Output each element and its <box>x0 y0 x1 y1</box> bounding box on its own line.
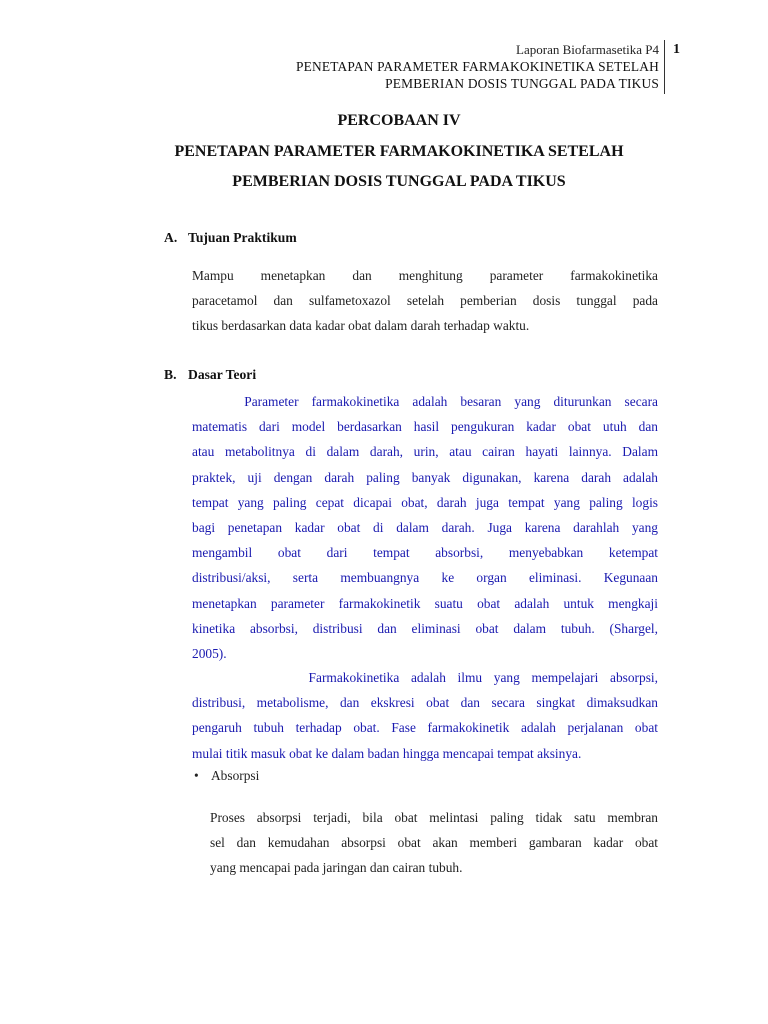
paragraph-line: sel dan kemudahan absorpsi obat akan memberi gambaran kadar obat <box>210 835 658 851</box>
header-title-line-1: PENETAPAN PARAMETER FARMAKOKINETIKA SETELAH <box>295 59 659 74</box>
paragraph-line: Farmakokinetika adalah ilmu yang mempelajari absorpsi, <box>192 670 658 685</box>
bullet-item-absorpsi <box>194 768 259 784</box>
dasar-teori-paragraph-2 <box>192 665 658 766</box>
section-a-letter: A. <box>164 230 178 245</box>
paragraph-line: bagi penetapan kadar obat di dalam darah. Juga karena darahlah yang <box>192 519 658 535</box>
paragraph-line: paracetamol dan sulfametoxazol setelah pemberian dosis tunggal pada <box>192 293 658 309</box>
paragraph-line: Mampu menetapkan dan menghitung parameter farmakokinetika <box>192 268 658 283</box>
paragraph-line: tikus berdasarkan data kadar obat dalam darah terhadap waktu. <box>192 318 530 334</box>
section-b-title: Dasar Teori <box>188 367 257 382</box>
paragraph-line: pengaruh tubuh terhadap obat. Fase farmakokinetik adalah perjalanan obat <box>192 720 658 736</box>
paragraph-line: Proses absorpsi terjadi, bila obat melintasi paling tidak satu membran <box>210 810 658 825</box>
running-header <box>296 41 659 92</box>
document-title-line-1: PERCOBAAN IV <box>337 112 461 129</box>
header-divider <box>664 40 665 94</box>
paragraph-line: praktek, uji dengan darah paling banyak digunakan, karena darah adalah <box>192 469 658 485</box>
page-number: 1 <box>673 42 680 57</box>
section-b-heading <box>164 367 256 383</box>
paragraph-line: tempat yang paling cepat dicapai obat, darah juga tempat yang paling logis <box>192 494 658 510</box>
paragraph-line: distribusi, metabolisme, dan ekskresi obat dan secara singkat dimaksudkan <box>192 695 658 711</box>
paragraph-line: atau metabolitnya di dalam darah, urin, atau cairan hayati lainnya. Dalam <box>192 444 658 460</box>
header-title-line-2: PEMBERIAN DOSIS TUNGGAL PADA TIKUS <box>385 76 659 91</box>
absorpsi-paragraph <box>210 805 658 881</box>
paragraph-line: yang mencapai pada jaringan dan cairan tubuh. <box>210 860 463 876</box>
paragraph-line: distribusi/aksi, serta membuangnya ke organ eliminasi. Kegunaan <box>192 570 658 586</box>
document-title-line-2: PENETAPAN PARAMETER FARMAKOKINETIKA SETELAH <box>174 143 624 160</box>
document-title-line-3: PEMBERIAN DOSIS TUNGGAL PADA TIKUS <box>232 173 566 190</box>
paragraph-line: 2005). <box>192 645 227 661</box>
section-a-title: Tujuan Praktikum <box>188 230 297 245</box>
paragraph-line: kinetika absorbsi, distribusi dan eliminasi obat dalam tubuh. (Shargel, <box>192 620 658 636</box>
section-b-letter: B. <box>164 367 177 382</box>
header-report-name: Laporan Biofarmasetika P4 <box>516 42 659 57</box>
paragraph-line: menetapkan parameter farmakokinetik suatu obat adalah untuk mengkaji <box>192 595 658 611</box>
paragraph-line: mengambil obat dari tempat absorbsi, menyebabkan ketempat <box>192 545 658 561</box>
paragraph-line: matematis dari model berdasarkan hasil pengukuran kadar obat utuh dan <box>192 419 658 435</box>
bullet-icon: • <box>194 768 199 783</box>
paragraph-line: Parameter farmakokinetika adalah besaran yang diturunkan secara <box>192 394 658 409</box>
bullet-label: Absorpsi <box>211 768 260 783</box>
tujuan-paragraph <box>192 263 658 339</box>
dasar-teori-paragraph-1 <box>192 389 658 666</box>
paragraph-line: mulai titik masuk obat ke dalam badan hingga mencapai tempat aksinya. <box>192 745 582 761</box>
section-a-heading <box>164 230 297 246</box>
